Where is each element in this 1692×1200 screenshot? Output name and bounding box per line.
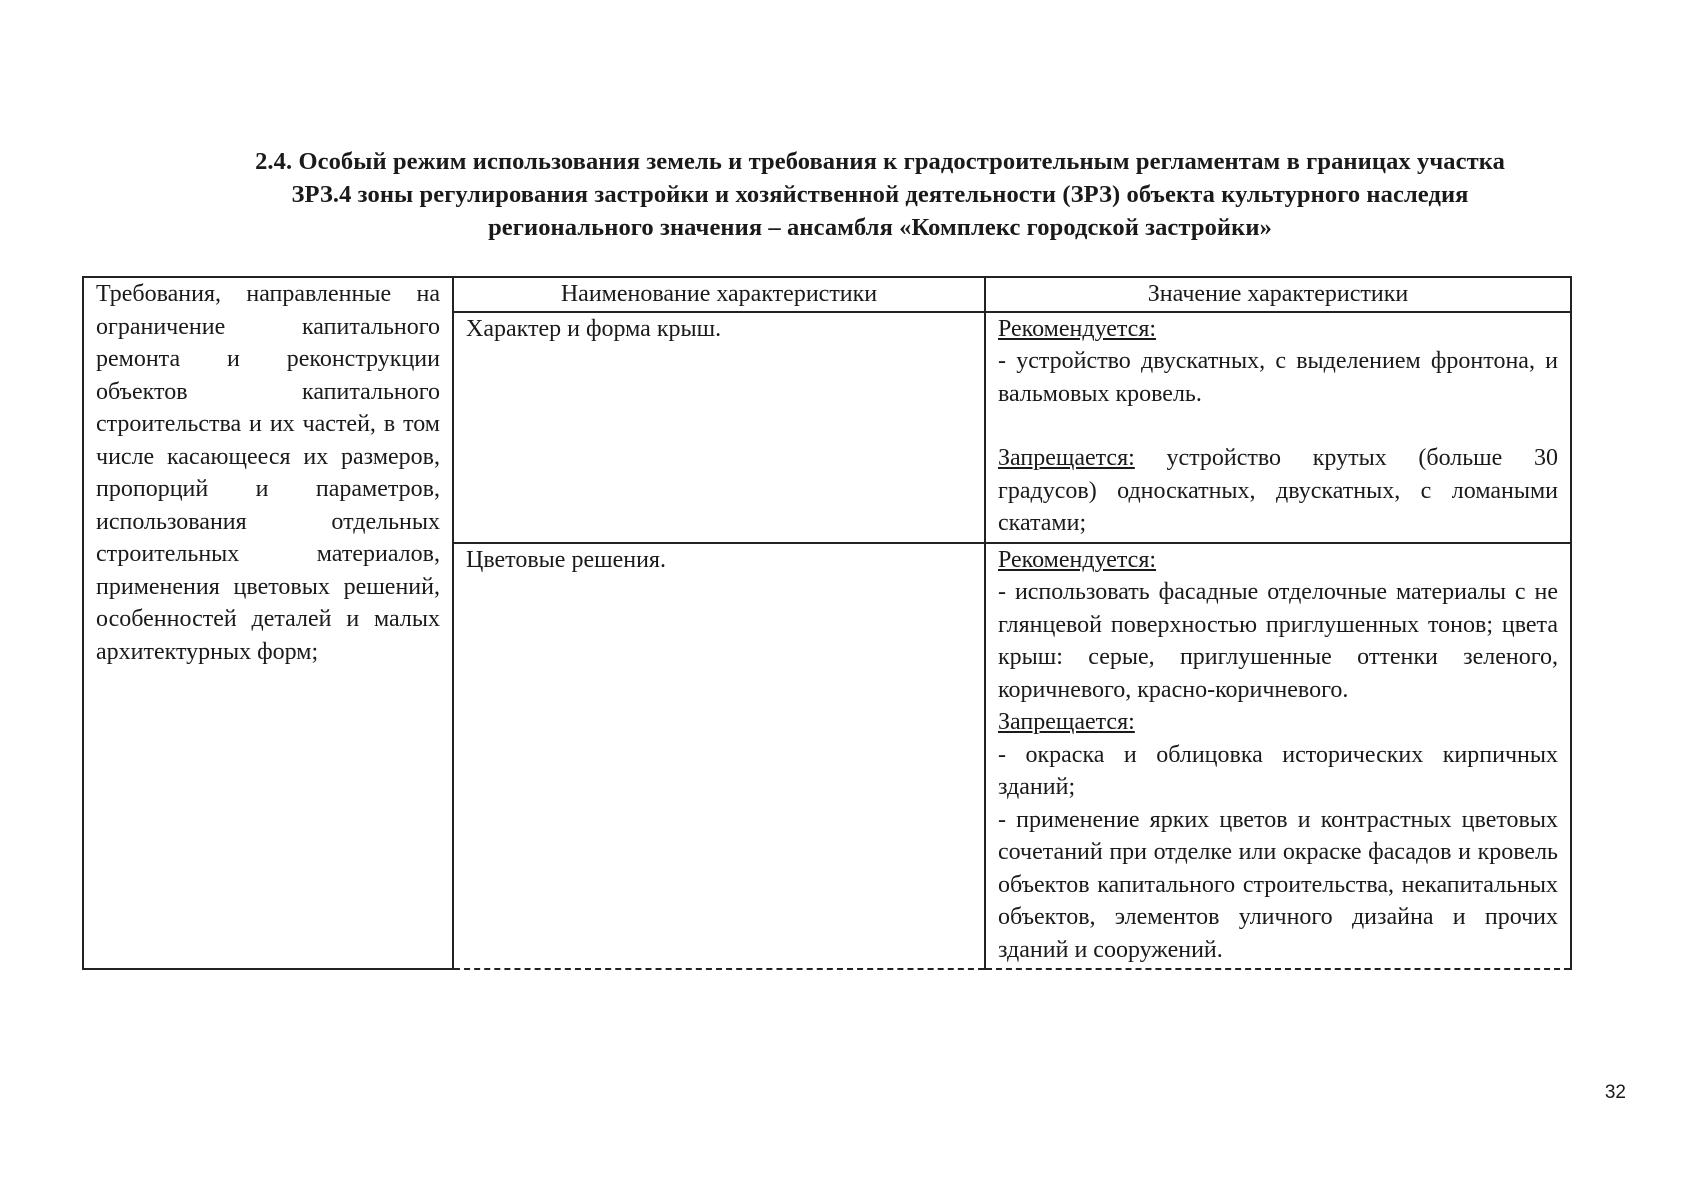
page-number: 32	[1604, 1082, 1626, 1103]
requirement-cell: Требования, направленные на ограничение капитального ремонта и реконструкции объектов капитального строительства и их частей, в том числе касающееся их размеров, пропорций и параметров, использования отдельных строительных материалов, применения цветовых решений, особенностей деталей и малых архитектурных форм;	[83, 277, 453, 969]
section-heading	[150, 145, 1610, 244]
header-value: Значение характеристики	[985, 277, 1571, 312]
header-name: Наименование характеристики	[453, 277, 985, 312]
color-recommended-label: Рекомендуется:	[998, 546, 1157, 573]
color-forbidden-item-2: - применение ярких цветов и контрастных цветовых сочетаний при отделке или окраске фасадов и кровель объектов капитального строительства, некапитальных объектов, элементов уличного дизайна и прочих зданий и сооружений.	[998, 806, 1558, 963]
row-roof-value	[985, 312, 1571, 543]
color-forbidden-item-1: - окраска и облицовка исторических кирпичных зданий;	[998, 741, 1558, 800]
roof-forbidden-label: Запрещается:	[998, 445, 1135, 471]
row-color-name: Цветовые решения.	[453, 543, 985, 970]
row-roof-name: Характер и форма крыш.	[453, 312, 985, 543]
roof-recommended-label: Рекомендуется:	[998, 315, 1157, 342]
color-recommended-text: - использовать фасадные отделочные материалы с не глянцевой поверхностью приглушенных тонов; цвета крыш: серые, приглушенные оттенки зеленого, коричневого, красно-коричневого.	[998, 579, 1558, 703]
roof-recommended-text: - устройство двускатных, с выделением фронтона, и вальмовых кровель.	[998, 348, 1558, 407]
row-color-value	[985, 543, 1571, 970]
roof-forbidden-text: устройство крутых (больше 30 градусов) односкатных, двускатных, с ломаными скатами;	[998, 445, 1558, 536]
regulation-table	[82, 276, 1572, 970]
heading-line-3: регионального значения – ансамбля «Комплекс городской застройки»	[488, 214, 1272, 241]
heading-line-2: ЗРЗ.4 зоны регулирования застройки и хозяйственной деятельности (ЗРЗ) объекта культурного наследия	[291, 181, 1469, 208]
heading-line-1: 2.4. Особый режим использования земель и требования к градостроительным регламентам в границах участка	[255, 148, 1505, 175]
color-forbidden-label: Запрещается:	[998, 709, 1135, 735]
